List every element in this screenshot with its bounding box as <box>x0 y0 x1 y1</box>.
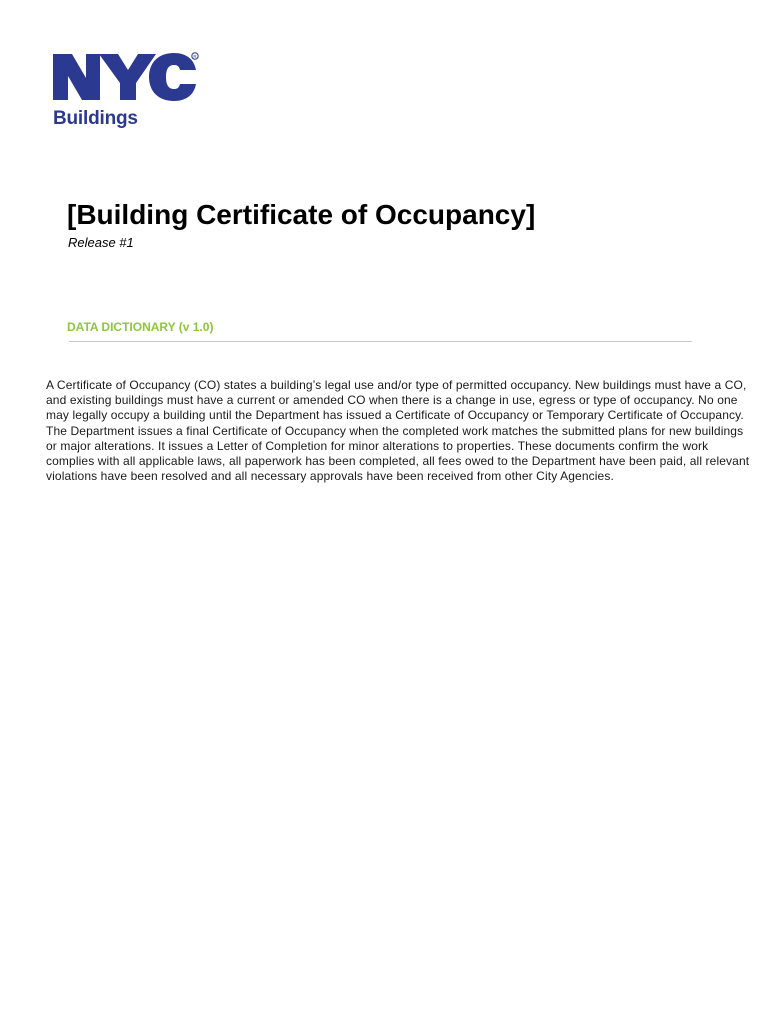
description-line: violations have been resolved and all necessary approvals have been received from other City Agencies. <box>46 469 614 484</box>
section-divider <box>69 341 692 342</box>
description-line: The Department issues a final Certificate of Occupancy when the completed work matches the submitted plans for new buildings <box>46 423 744 438</box>
svg-text:R: R <box>193 54 197 59</box>
description-line: or major alterations. It issues a Letter of Completion for minor alterations to properties. These documents confirm the work <box>46 438 709 453</box>
description-line: complies with all applicable laws, all paperwork has been completed, all fees owed to the Department have been paid, all relevant <box>46 454 750 469</box>
nyc-buildings-logo <box>50 50 202 136</box>
description-line: and existing buildings must have a current or amended CO when there is a change in use, egress or type of occupancy. No one <box>46 393 738 408</box>
section-heading: DATA DICTIONARY (v 1.0) <box>67 320 214 334</box>
description-line: may legally occupy a building until the Department has issued a Certificate of Occupancy or Temporary Certificate of Occupancy. <box>46 408 744 423</box>
nyc-wordmark-graphic <box>50 50 202 106</box>
description-paragraph <box>46 378 768 484</box>
document-title: [Building Certificate of Occupancy] <box>67 199 536 230</box>
release-label: Release #1 <box>68 235 134 250</box>
logo-subtitle: Buildings <box>53 108 138 129</box>
description-line: A Certificate of Occupancy (CO) states a building’s legal use and/or type of permitted occupancy. New buildings must have a CO, <box>46 378 747 392</box>
